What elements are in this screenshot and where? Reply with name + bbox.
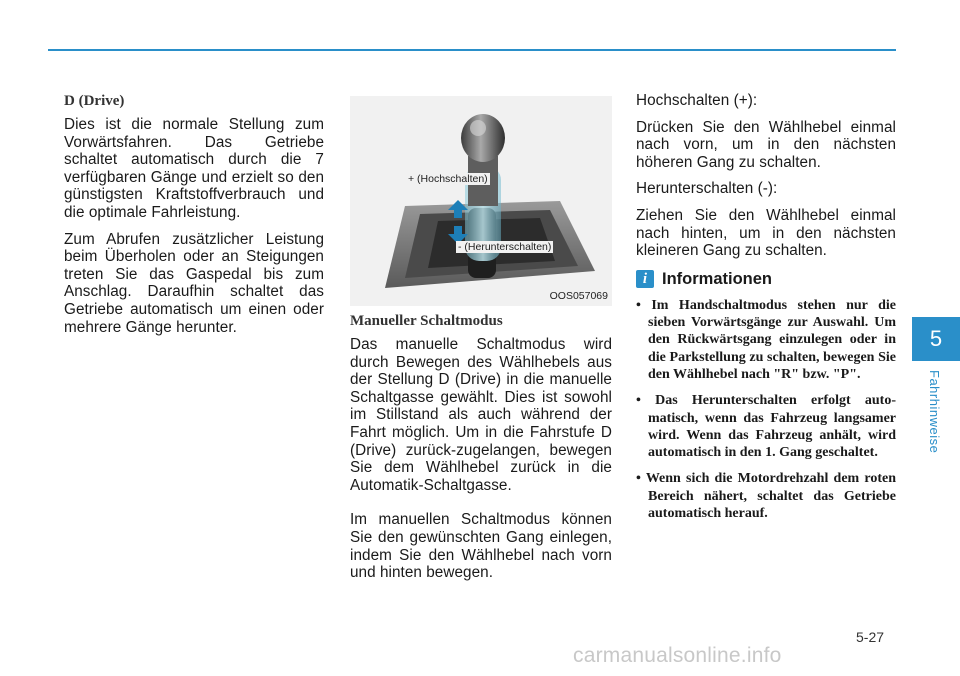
list-item: • Das Herunterschalten erfolgt auto-matisch, wenn das Fahrzeug langsamer wird. Wenn das Fahrzeug anhält, wird automatisch in den 1. Gang geschaltet. xyxy=(636,393,896,461)
downshift-text: Ziehen Sie den Wählhebel einmal nach hinten, um in den nächsten kleineren Gang zu schalten. xyxy=(636,206,896,260)
upshift-text: Drücken Sie den Wählhebel einmal nach vorn, um in den nächsten höheren Gang zu schalten. xyxy=(636,118,896,171)
info-header xyxy=(636,270,896,289)
info-title: Informationen xyxy=(662,269,772,288)
manual-paragraph-1: Das manuelle Schaltmodus wird durch Bewegen des Wählhebels aus der Stellung D (Drive) in die manuelle Schaltgasse gewählt. Dies ist sowohl im Stillstand als auch während der Fahrt möglich. Um in die Fahrstufe D (Drive) zurück-zugelangen, bewegen Sie dem Wählhebel zurück in die Automatik-Schaltgasse. xyxy=(350,336,612,494)
section-heading-manual: Manueller Schaltmodus xyxy=(350,313,503,329)
gear-shifter-illustration xyxy=(350,96,612,306)
list-item: • Wenn sich die Motordrehzahl dem roten Bereich nähert, schaltet das Getriebe automatisch herauf. xyxy=(636,471,896,522)
header-rule xyxy=(48,49,896,51)
column-middle xyxy=(350,96,612,591)
info-icon: i xyxy=(636,270,654,288)
column-right xyxy=(636,92,896,531)
chapter-tab: 5 xyxy=(912,317,960,361)
figure-code: OOS057069 xyxy=(549,290,608,302)
column-left xyxy=(64,92,324,345)
page-number: 5-27 xyxy=(856,629,885,645)
drive-paragraph-2: Zum Abrufen zusätzlicher Leistung beim Überholen oder an Steigungen treten Sie das Gaspedal bis zum Anschlag. Daraufhin schaltet das Getriebe automatisch um einen oder mehrere Gänge herunter. xyxy=(64,230,324,336)
figure-label-downshift: - (Herunterschalten) xyxy=(458,241,552,253)
info-list xyxy=(636,297,896,523)
drive-paragraph-1: Dies ist die normale Stellung zum Vorwärtsfahren. Das Getriebe schaltet automatisch durch die 7 verfügbaren Gänge und erzielt so den günstigsten Kraftstoffverbrauch und die optimale Fahrleistung. xyxy=(64,116,324,221)
downshift-title: Herunterschalten (-): xyxy=(636,180,778,198)
section-heading-drive: D (Drive) xyxy=(64,93,125,109)
gear-shifter-image xyxy=(350,96,612,306)
chapter-label: Fahrhinweise xyxy=(927,370,942,454)
figure-label-upshift: + (Hochschalten) xyxy=(408,173,488,185)
watermark: carmanualsonline.info xyxy=(573,644,782,667)
list-item: • Im Handschaltmodus stehen nur die sieben Vorwärtsgänge zur Auswahl. Um den Rückwärtsgang einzulegen oder in die Parkstellung zu schalten, bewegen Sie den Wählhebel nach "R" bzw. "P". xyxy=(636,297,896,382)
manual-paragraph-2: Im manuellen Schaltmodus können Sie den gewünschten Gang einlegen, indem Sie den Wählhebel nach vorn und hinten bewegen. xyxy=(350,511,612,582)
upshift-title: Hochschalten (+): xyxy=(636,92,758,109)
